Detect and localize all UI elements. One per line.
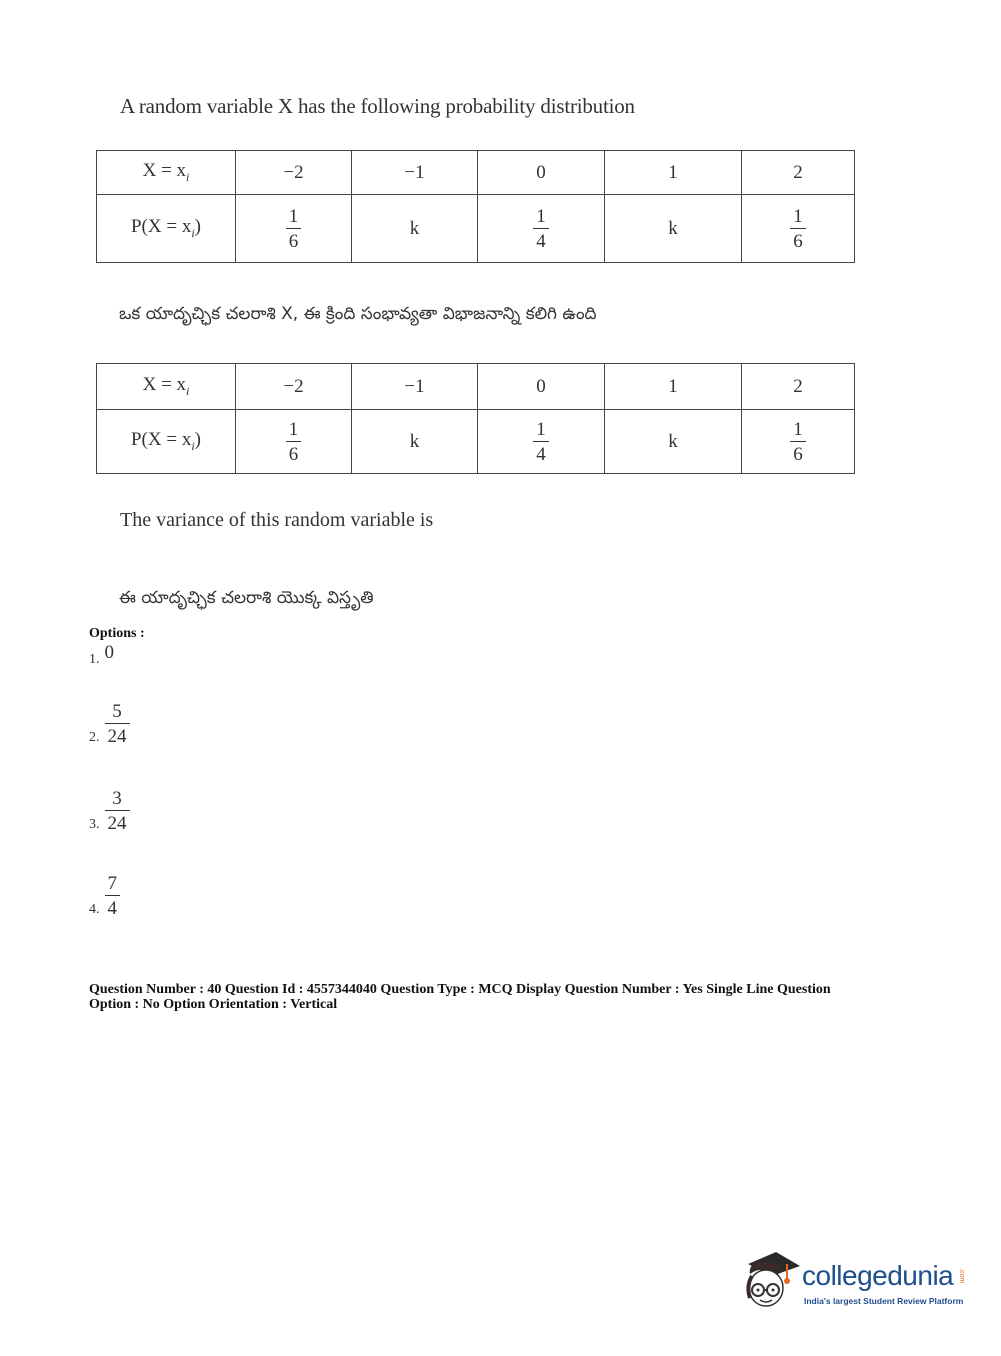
p-value-cell <box>742 410 855 474</box>
x-value-cell: 0 <box>478 364 605 410</box>
fraction-numerator: 1 <box>288 206 299 227</box>
p-value-cell: k <box>352 195 478 263</box>
p-value-cell <box>742 195 855 263</box>
fraction-numerator: 3 <box>112 788 122 809</box>
x-value-cell: 1 <box>605 364 742 410</box>
x-value-cell: 1 <box>605 151 742 195</box>
fraction-numerator: 5 <box>112 701 122 722</box>
mascot-icon <box>742 1250 802 1312</box>
option-3[interactable] <box>89 789 130 833</box>
option-4[interactable] <box>89 874 120 918</box>
x-value-cell: −1 <box>352 151 478 195</box>
fraction-numerator: 1 <box>793 206 803 227</box>
fraction-numerator: 1 <box>288 419 299 440</box>
fraction-denominator: 4 <box>533 228 549 251</box>
fraction-denominator: 24 <box>105 723 130 746</box>
x-header-label: X = x <box>142 160 187 182</box>
logo-domain: .com <box>958 1268 965 1284</box>
fraction-denominator: 6 <box>790 441 806 464</box>
variance-question: The variance of this random variable is <box>120 509 434 531</box>
p-value-cell <box>236 410 352 474</box>
fraction-numerator: 1 <box>536 206 546 227</box>
p-header-sub: i <box>191 438 195 453</box>
p-header-sub: i <box>191 225 195 240</box>
p-value-cell <box>478 410 605 474</box>
p-header-close: ) <box>194 429 201 451</box>
fraction-denominator: 24 <box>105 810 130 833</box>
x-value-cell: 0 <box>478 151 605 195</box>
option-2[interactable] <box>89 702 130 746</box>
option-value: 0 <box>104 642 114 663</box>
variance-question-telugu: ఈ యాదృచ్ఛిక చలరాశి యొక్క విస్తృతి <box>119 588 374 608</box>
logo-tagline: India's largest Student Review Platform <box>804 1296 964 1306</box>
x-header-cell <box>97 151 236 195</box>
p-value-cell <box>236 195 352 263</box>
options-title: Options : <box>89 626 145 641</box>
fraction-denominator: 4 <box>105 895 121 918</box>
question-intro: A random variable X has the following probability distribution <box>120 94 635 118</box>
metadata-line-1: Question Number : 40 Question Id : 4557344040 Question Type : MCQ Display Question Number : Yes Single Line Question <box>89 982 831 997</box>
fraction-denominator: 6 <box>790 228 806 251</box>
p-header-close: ) <box>194 216 201 238</box>
option-1[interactable] <box>89 642 114 668</box>
fraction-numerator: 1 <box>793 419 803 440</box>
p-value-cell: k <box>352 410 478 474</box>
option-number: 3. <box>89 817 100 832</box>
metadata-line-2: Option : No Option Orientation : Vertical <box>89 997 338 1012</box>
fraction-numerator: 7 <box>107 873 117 894</box>
distribution-table-telugu <box>96 363 855 474</box>
p-value-cell: k <box>605 410 742 474</box>
distribution-table-english <box>96 150 855 263</box>
option-number: 4. <box>89 902 100 917</box>
logo-wordmark: collegedunia <box>802 1260 954 1291</box>
x-header-cell <box>97 364 236 410</box>
question-intro-telugu: ఒక యాదృచ్ఛిక చలరాశి X, ఈ క్రింది సంభావ్యతా విభాజనాన్ని కలిగి ఉంది <box>119 304 597 324</box>
fraction-numerator: 1 <box>536 419 546 440</box>
fraction-denominator: 6 <box>286 228 302 251</box>
option-number: 1. <box>89 652 100 667</box>
option-number: 2. <box>89 730 100 745</box>
fraction-denominator: 6 <box>286 441 302 464</box>
p-value-cell <box>478 195 605 263</box>
p-header-cell <box>97 410 236 474</box>
x-value-cell: −1 <box>352 364 478 410</box>
p-value-cell: k <box>605 195 742 263</box>
x-header-sub: i <box>186 169 190 184</box>
x-value-cell: −2 <box>236 364 352 410</box>
x-header-label: X = x <box>142 374 187 396</box>
x-header-sub: i <box>186 383 190 398</box>
fraction-denominator: 4 <box>533 441 549 464</box>
p-header-label: P(X = x <box>130 216 192 238</box>
x-value-cell: 2 <box>742 364 855 410</box>
p-header-label: P(X = x <box>130 429 192 451</box>
x-value-cell: −2 <box>236 151 352 195</box>
x-value-cell: 2 <box>742 151 855 195</box>
collegedunia-logo[interactable] <box>742 1250 972 1320</box>
question-metadata <box>89 982 889 1012</box>
p-header-cell <box>97 195 236 263</box>
